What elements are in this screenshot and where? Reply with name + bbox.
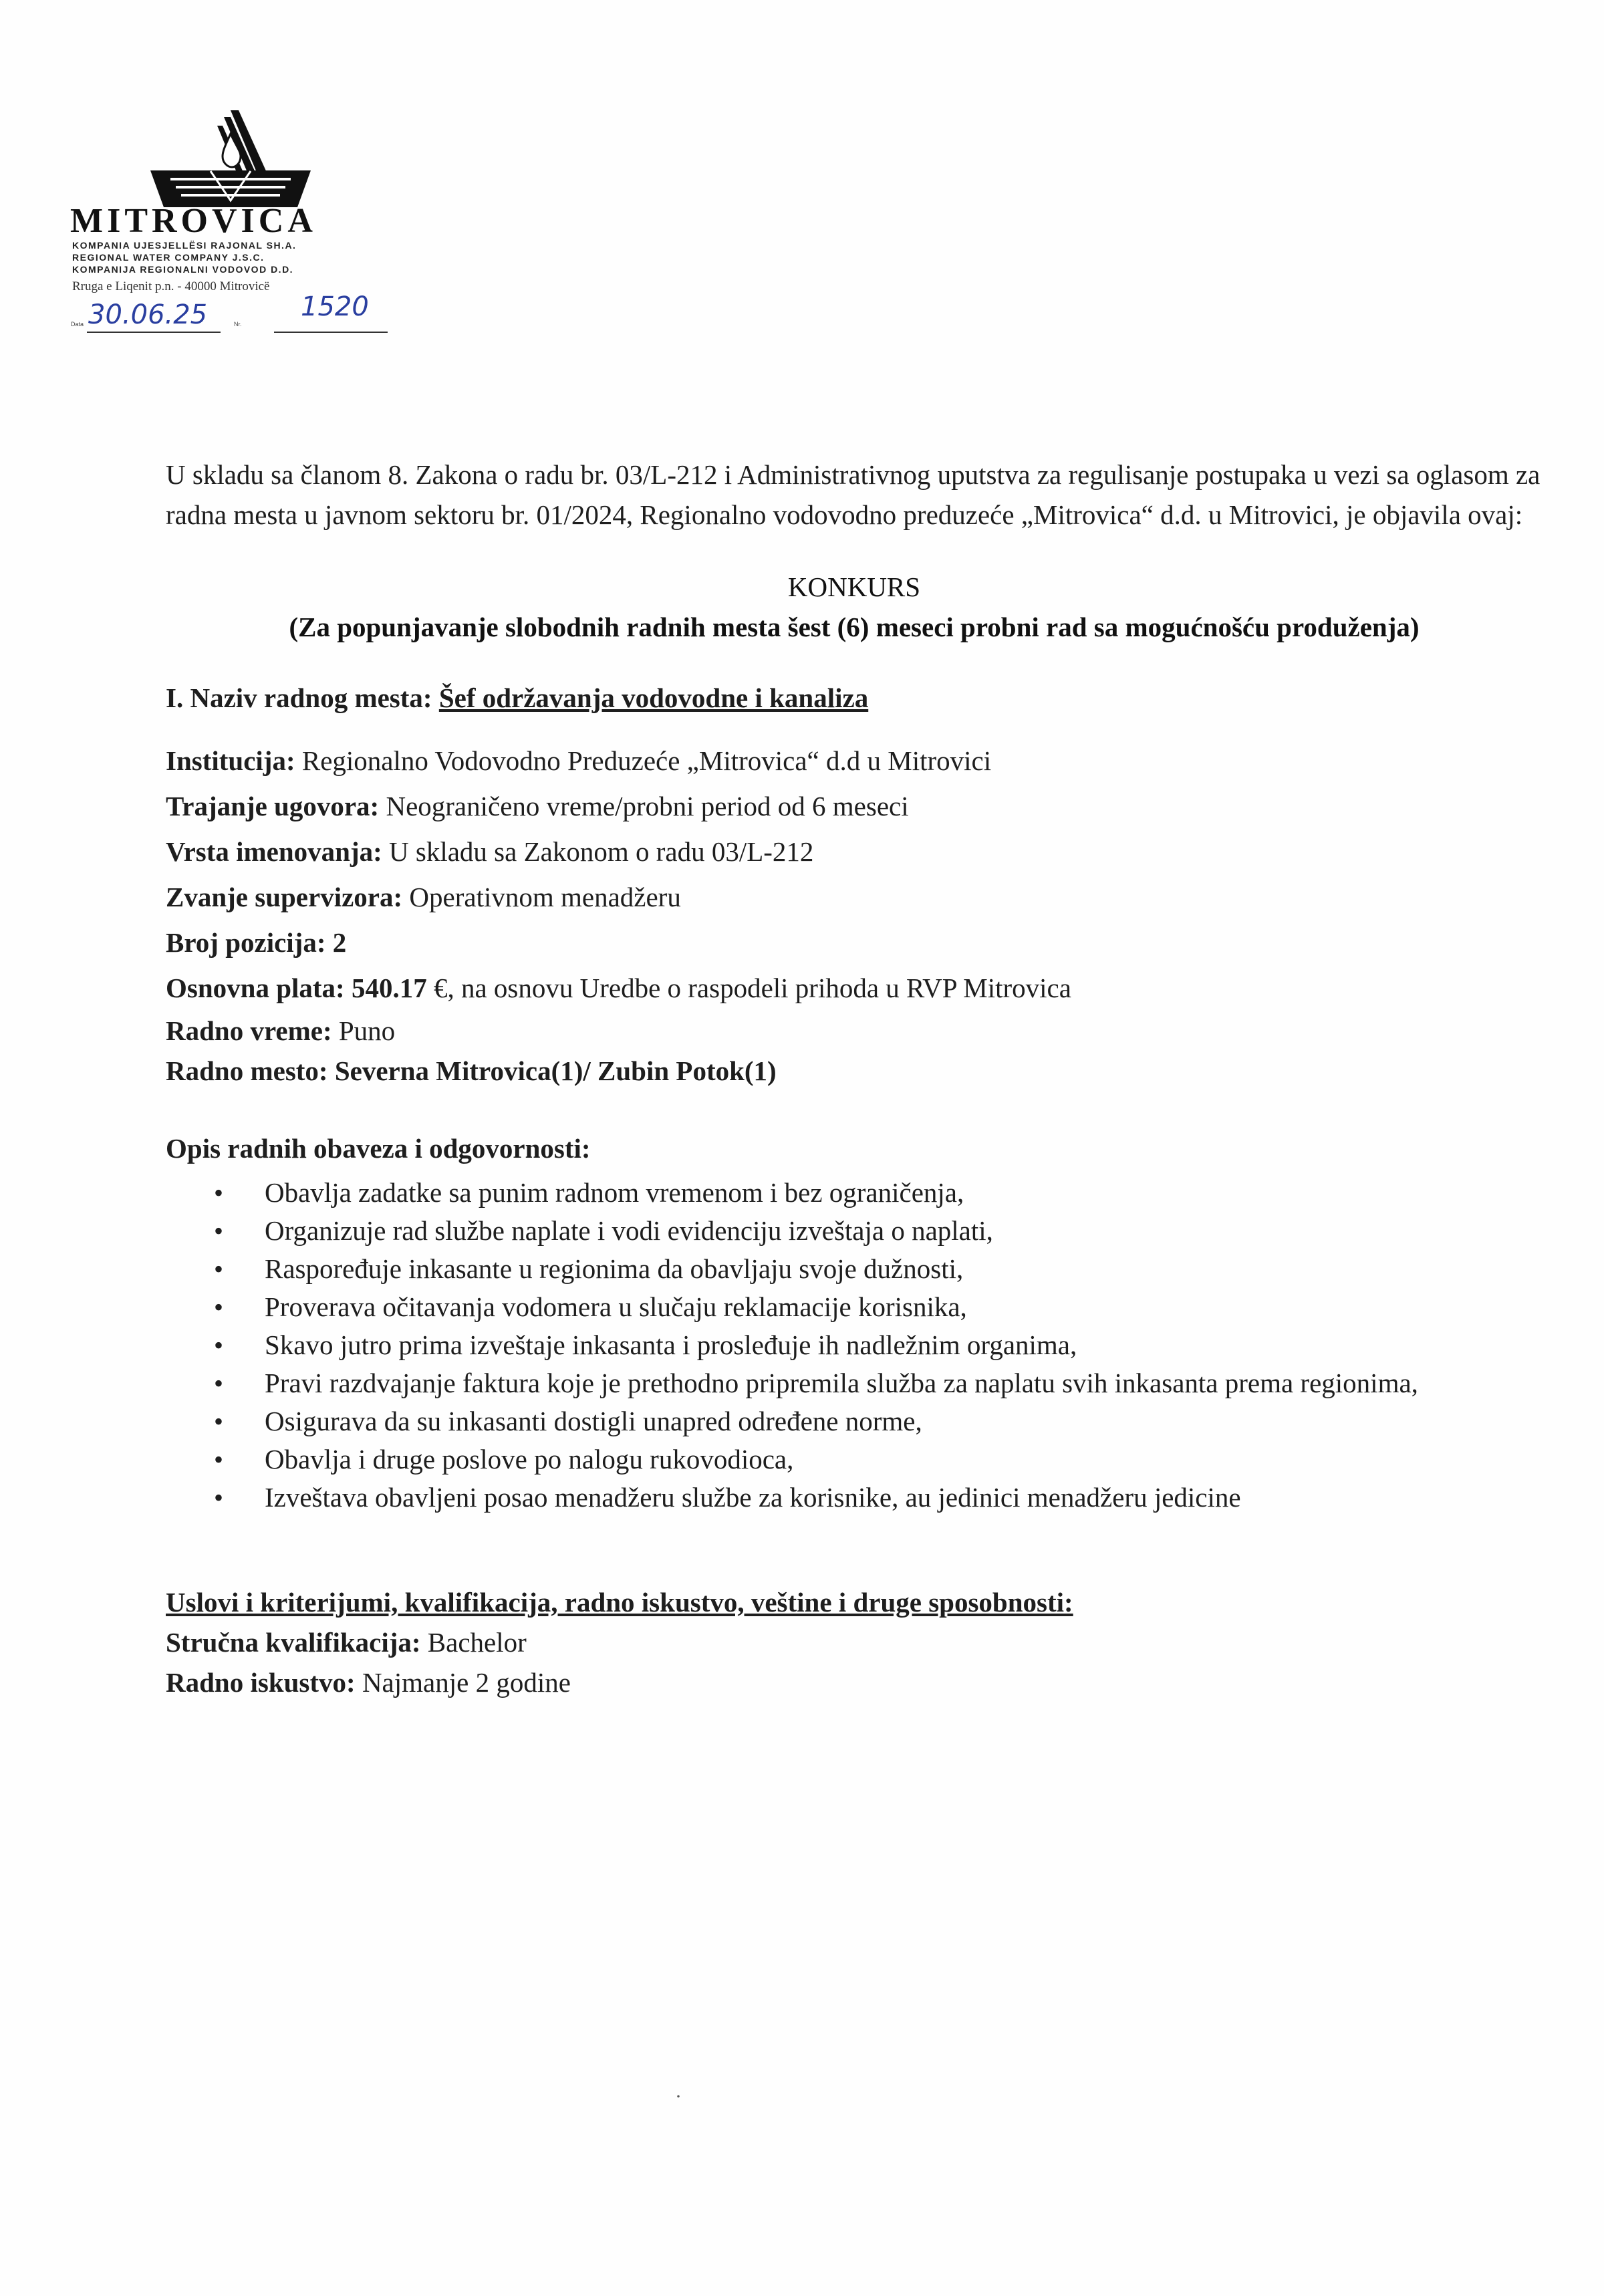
bullet-icon: •	[214, 1292, 224, 1322]
field-contract-duration: Trajanje ugovora: Neograničeno vreme/probni period od 6 meseci	[166, 791, 909, 821]
bullet-icon: •	[214, 1368, 224, 1398]
field-work-location: Radno mesto: Severna Mitrovica(1)/ Zubin Potok(1)	[166, 1055, 777, 1086]
condition-experience: Radno iskustvo: Najmanje 2 godine	[166, 1667, 571, 1698]
company-name: MITROVICA	[70, 202, 317, 240]
document-title: KONKURS	[787, 571, 921, 602]
field-supervisor: Zvanje supervizora: Operativnom menadžeru	[166, 882, 681, 912]
position-title	[166, 678, 1589, 718]
bullet-icon: •	[214, 1178, 224, 1208]
list-item: • Raspoređuje inkasante u regionima da obavljaju svoje dužnosti,	[166, 1250, 1494, 1288]
document-subtitle: (Za popunjavanje slobodnih radnih mesta šest (6) meseci probni rad sa mogućnošću produženja)	[289, 612, 1420, 642]
company-name-english: REGIONAL WATER COMPANY J.S.C.	[72, 252, 265, 263]
conditions-heading: Uslovi i kriterijumi, kvalifikacija, radno iskustvo, veštine i druge sposobnosti:	[166, 1587, 1073, 1618]
list-item: • Pravi razdvajanje faktura koje je prethodno pripremila služba za naplatu svih inkasanta prema regionima,	[166, 1364, 1494, 1402]
company-name-serbian: KOMPANIJA REGIONALNI VODOVOD D.D.	[72, 264, 294, 275]
date-label: Data	[71, 321, 84, 328]
bullet-icon: •	[214, 1406, 224, 1436]
company-address: Rruga e Liqenit p.n. - 40000 Mitrovicë	[72, 279, 270, 293]
bullet-icon: •	[214, 1330, 224, 1360]
field-institution: Institucija: Regionalno Vodovodno Preduzeće „Mitrovica“ d.d u Mitrovici	[166, 745, 992, 776]
field-positions-count: Broj pozicija: 2	[166, 927, 347, 958]
field-appointment-type: Vrsta imenovanja: U skladu sa Zakonom o radu 03/L-212	[166, 836, 814, 867]
list-item: • Proverava očitavanja vodomera u slučaju reklamacije korisnika,	[166, 1288, 1494, 1326]
bullet-icon: •	[214, 1483, 224, 1513]
handwritten-date: 30.06.25	[88, 299, 208, 330]
number-label: Nr.	[234, 321, 242, 328]
list-item: • Izveštava obavljeni posao menadžeru službe za korisnike, au jedinici menadžeru jedicine	[166, 1479, 1601, 1517]
list-item: • Obavlja zadatke sa punim radnom vremenom i bez ograničenja,	[166, 1174, 1494, 1212]
bullet-icon: •	[214, 1254, 224, 1284]
field-working-hours: Radno vreme: Puno	[166, 1015, 396, 1046]
job-details	[166, 738, 1589, 1091]
intro-paragraph: U skladu sa članom 8. Zakona o radu br. 03/L-212 i Administrativnog uputstva za regulisanje postupaka u vezi sa oglasom za radna mesta u javnom sektoru br. 01/2024, Regionalno vodovodno preduzeće „Mitrovica“ d.d. u Mitrovici, je objavila ovaj:	[166, 459, 1541, 530]
position-label: I. Naziv radnog mesta:	[166, 682, 439, 713]
list-item: • Skavo jutro prima izveštaje inkasanta i prosleđuje ih nadležnim organima,	[166, 1326, 1494, 1364]
handwritten-number: 1520	[301, 291, 369, 322]
field-base-salary: Osnovna plata: 540.17 €, na osnovu Uredbe o raspodeli prihoda u RVP Mitrovica	[166, 973, 1071, 1003]
duties-list	[166, 1174, 1589, 1517]
list-item: • Organizuje rad službe naplate i vodi evidenciju izveštaja o naplati,	[166, 1212, 1494, 1250]
document-body	[166, 455, 1589, 1702]
title-block	[166, 567, 1543, 647]
bullet-icon: •	[214, 1444, 224, 1475]
registration-stamp	[67, 291, 401, 340]
condition-qualification: Stručna kvalifikacija: Bachelor	[166, 1627, 527, 1658]
company-name-albanian: KOMPANIA UJESJELLËSI RAJONAL SH.A.	[72, 240, 297, 251]
list-item: • Obavlja i druge poslove po nalogu rukovodioca,	[166, 1440, 1494, 1479]
bullet-icon: •	[214, 1216, 224, 1246]
scan-speck: ·	[675, 2085, 682, 2108]
list-item: • Osigurava da su inkasanti dostigli unapred određene norme,	[166, 1402, 1494, 1440]
letterhead	[67, 100, 414, 354]
duties-heading: Opis radnih obaveza i odgovornosti:	[166, 1133, 591, 1164]
position-value: Šef održavanja vodovodne i kanaliza	[438, 682, 869, 713]
